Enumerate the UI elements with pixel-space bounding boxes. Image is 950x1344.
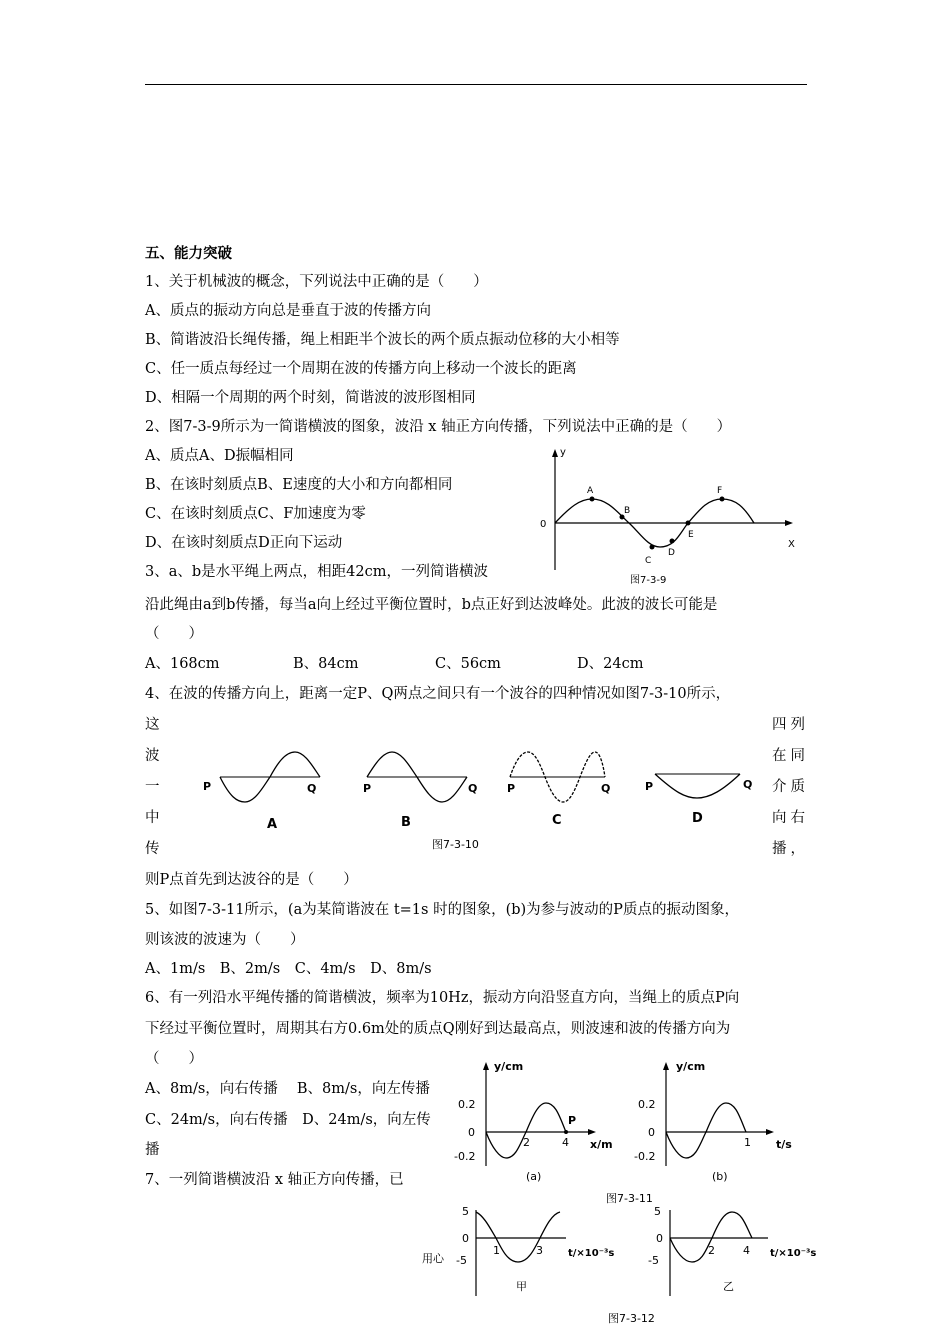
y-axis-label: y/cm: [494, 1060, 524, 1073]
figure-caption: 图7-3-9: [630, 575, 667, 586]
figure-7-3-9: [530, 445, 810, 590]
graph-jia: [456, 1205, 614, 1296]
q1-option-b: B、简谐波沿长绳传播，绳上相距半个波长的两个质点振动位移的大小相等: [145, 332, 620, 348]
y-tick: 0: [648, 1126, 655, 1139]
graph-a: [454, 1060, 613, 1183]
x-tick: 1: [744, 1136, 751, 1149]
y-tick: 0.2: [638, 1098, 656, 1111]
x-axis-label: X: [788, 539, 795, 550]
q4-right-chars: 向右: [772, 810, 809, 826]
q-label: Q: [743, 778, 753, 791]
q3-stem-3: （ ）: [145, 626, 203, 642]
p-label: P: [203, 780, 212, 793]
q1-option-c: C、任一质点每经过一个周期在波的传播方向上移动一个波长的距离: [145, 361, 577, 377]
q2-option-c: C、在该时刻质点C、F加速度为零: [145, 506, 366, 522]
p-label: P: [507, 782, 516, 795]
section-title: 五、能力突破: [145, 245, 232, 262]
y-tick: -5: [648, 1254, 659, 1267]
q4-left-char: 波: [145, 748, 160, 764]
figure-caption: 图7-3-11: [606, 1192, 653, 1205]
graph-yi: [648, 1205, 816, 1296]
x-tick: 3: [536, 1244, 543, 1257]
origin-label: 0: [540, 519, 547, 530]
y-tick: 0: [468, 1126, 475, 1139]
x-axis-label: t/×10⁻³s: [770, 1248, 817, 1259]
graph-name: (b): [712, 1170, 728, 1183]
q6-stem-2: 下经过平衡位置时，周期其右方0.6m处的质点Q刚好到达最高点，则波速和波的传播方向为: [145, 1021, 731, 1037]
y-axis-label: y: [560, 447, 566, 458]
x-tick: 4: [743, 1244, 750, 1257]
x-axis-label: t/s: [776, 1138, 792, 1151]
point-e-label: E: [688, 530, 694, 540]
q7-stem: 7、一列简谐横波沿 x 轴正方向传播，已: [145, 1172, 404, 1188]
q3-option-c: C、56cm: [435, 656, 501, 672]
q6-stem-1: 6、有一列沿水平绳传播的简谐横波，频率为10Hz，振动方向沿竖直方向，当绳上的质点P向: [145, 990, 740, 1006]
q3-option-b: B、84cm: [293, 656, 359, 672]
point-f-label: F: [717, 486, 723, 496]
q5-options: A、1m/s B、2m/s C、4m/s D、8m/s: [145, 961, 432, 977]
point-a-label: A: [587, 486, 594, 496]
q-label: Q: [468, 782, 478, 795]
x-axis-label: t/×10⁻³s: [568, 1248, 615, 1259]
y-tick: -5: [456, 1254, 467, 1267]
point-d-label: D: [668, 548, 675, 558]
graph-b: [634, 1060, 792, 1183]
x-tick: 2: [523, 1136, 530, 1149]
q4-stem-1: 4、在波的传播方向上，距离一定P、Q两点之间只有一个波谷的四种情况如图7-3-10所示，: [145, 686, 731, 702]
q6-stem-3: （ ）: [145, 1051, 203, 1067]
y-tick: -0.2: [454, 1150, 476, 1163]
x-tick: 1: [493, 1244, 500, 1257]
y-tick: 5: [654, 1205, 661, 1218]
graph-name: (a): [526, 1170, 542, 1183]
q3-stem-2: 沿此绳由a到b传播，每当a向上经过平衡位置时，b点正好到达波峰处。此波的波长可能是: [145, 597, 718, 613]
q2-stem: 2、图7-3-9所示为一简谐横波的图象，波沿 x 轴正方向传播，下列说法中正确的是（ ）: [145, 419, 732, 435]
q4-right-chars: 介质: [772, 779, 809, 795]
p-label: P: [645, 780, 654, 793]
q-label: Q: [307, 782, 317, 795]
q4-stem-end: 则P点首先到达波谷的是（ ）: [145, 872, 358, 888]
figure-7-3-12: [418, 1204, 830, 1344]
q4-left-char: 这: [145, 717, 160, 733]
figure-caption: 图7-3-12: [608, 1312, 655, 1325]
q6-options-1: A、8m/s，向右传播 B、8m/s，向左传播: [145, 1081, 430, 1097]
q3-options: [145, 655, 643, 673]
q3-stem-1: 3、a、b是水平绳上两点，相距42cm，一列简谐横波: [145, 564, 488, 580]
q5-stem-2: 则该波的波速为（ ）: [145, 932, 305, 948]
wave-c: [507, 752, 610, 828]
q6-options-3: 播: [145, 1142, 160, 1158]
q2-option-d: D、在该时刻质点D正向下运动: [145, 535, 343, 551]
x-tick: 4: [562, 1136, 569, 1149]
q1-stem: 1、关于机械波的概念，下列说法中正确的是（ ）: [145, 274, 488, 290]
option-label: C: [552, 813, 562, 828]
q6-options-2: C、24m/s，向右传播 D、24m/s，向左传: [145, 1112, 431, 1128]
point-b-label: B: [624, 506, 631, 516]
q1-option-d: D、相隔一个周期的两个时刻，简谐波的波形图相同: [145, 390, 476, 406]
x-tick: 2: [708, 1244, 715, 1257]
option-label: D: [692, 811, 703, 826]
x-axis-label: x/m: [590, 1138, 613, 1151]
q4-right-chars: 四列: [772, 717, 809, 733]
q1-option-a: A、质点的振动方向总是垂直于波的传播方向: [145, 303, 431, 319]
y-tick: 0: [462, 1232, 469, 1245]
q3-option-a: A、168cm: [145, 656, 220, 672]
wave-a: [203, 752, 320, 832]
y-tick: 0.2: [458, 1098, 476, 1111]
figure-7-3-11: [450, 1058, 800, 1206]
wave-d: [645, 774, 752, 826]
graph-name: 甲: [516, 1280, 527, 1293]
q4-right-chars: 在同: [772, 748, 809, 764]
point-c-label: C: [645, 556, 652, 566]
watermark-text: 用心: [422, 1252, 444, 1265]
q4-left-char: 中: [145, 810, 160, 826]
point-p-label: P: [568, 1114, 577, 1127]
q-label: Q: [601, 782, 611, 795]
wave-b: [363, 752, 477, 830]
q3-option-d: D、24cm: [577, 656, 644, 672]
q2-option-a: A、质点A、D振幅相同: [145, 448, 294, 464]
q2-option-b: B、在该时刻质点B、E速度的大小和方向都相同: [145, 477, 453, 493]
y-tick: -0.2: [634, 1150, 656, 1163]
q4-right-chars: 播，: [772, 841, 809, 857]
q5-stem-1: 5、如图7-3-11所示，(a为某简谐波在 t=1s 时的图象，(b)为参与波动的P质点的振动图象，: [145, 902, 739, 918]
y-axis-label: y/cm: [676, 1060, 706, 1073]
option-label: B: [401, 815, 411, 830]
option-label: A: [267, 817, 278, 832]
q4-left-char: 一: [145, 779, 160, 795]
figure-caption: 图7-3-10: [432, 838, 479, 851]
p-label: P: [363, 782, 372, 795]
graph-name: 乙: [723, 1280, 734, 1293]
y-tick: 5: [462, 1205, 469, 1218]
figure-7-3-10: [195, 742, 765, 857]
header-rule: [145, 84, 807, 85]
y-tick: 0: [656, 1232, 663, 1245]
q4-left-char: 传: [145, 841, 160, 857]
